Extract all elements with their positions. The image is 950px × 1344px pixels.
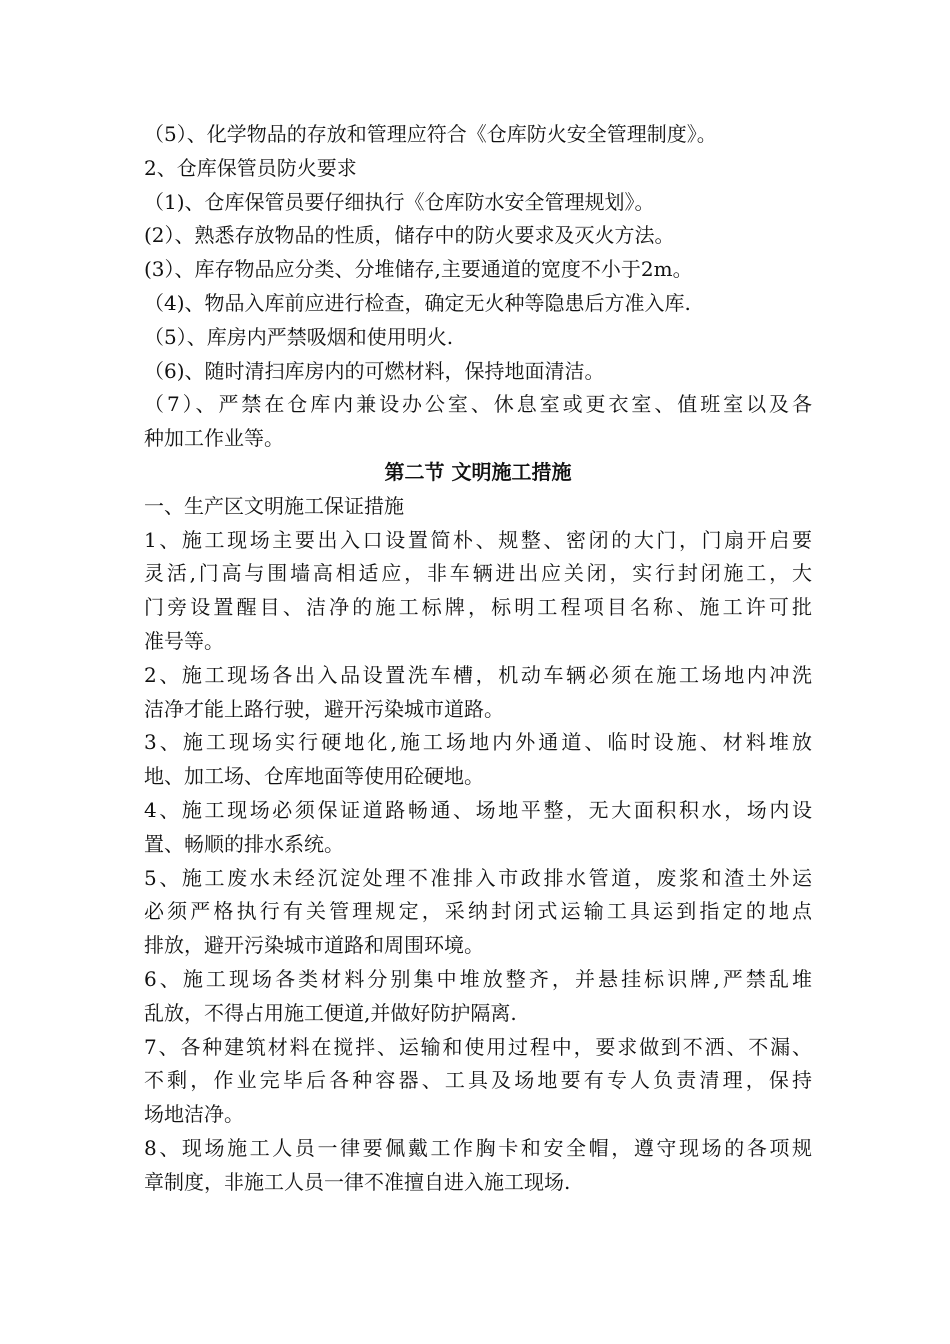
text-line: (3）、库存物品应分类、分堆储存,主要通道的宽度不小于2m。 (144, 257, 693, 282)
text-line: 5、施工废水未经沉淀处理不准排入市政排水管道，废浆和渣土外运 (144, 865, 812, 890)
text-line: 6、施工现场各类材料分别集中堆放整齐，并悬挂标识牌,严禁乱堆 (144, 966, 812, 991)
text-line: （5）、化学物品的存放和管理应符合《仓库防火安全管理制度》。 (144, 122, 717, 146)
text-line: 排放，避开污染城市道路和周围环境。 (144, 933, 484, 958)
text-line: 乱放，不得占用施工便道,并做好防护隔离. (144, 1000, 517, 1025)
text-line: 8、现场施工人员一律要佩戴工作胸卡和安全帽，遵守现场的各项规 (144, 1135, 812, 1160)
text-line: 1、施工现场主要出入口设置简朴、规整、密闭的大门，门扇开启要 (144, 527, 812, 552)
text-line: 置、畅顺的排水系统。 (144, 831, 344, 856)
text-line: （4)、物品入库前应进行检查，确定无火种等隐患后方准入库. (144, 290, 691, 315)
text-line: 必须严格执行有关管理规定，采纳封闭式运输工具运到指定的地点 (144, 899, 812, 924)
text-line: 4、施工现场必须保证道路畅通、场地平整，无大面积积水，场内设 (144, 797, 812, 822)
text-line: 种加工作业等。 (144, 426, 284, 451)
text-line: 地、加工场、仓库地面等使用砼硬地。 (144, 764, 484, 789)
text-line: 不剩，作业完毕后各种容器、工具及场地要有专人负责清理，保持 (144, 1068, 812, 1093)
text-line: (2）、熟悉存放物品的性质，储存中的防火要求及灭火方法。 (144, 223, 675, 248)
text-line: 灵活,门高与围墙高相适应，非车辆进出应关闭，实行封闭施工，大 (144, 561, 812, 586)
text-line: （1)、仓库保管员要仔细执行《仓库防水安全管理规划》。 (144, 189, 655, 214)
text-line: 一、生产区文明施工保证措施 (144, 493, 404, 518)
text-line: （5）、库房内严禁吸烟和使用明火. (144, 324, 454, 349)
document-body (144, 118, 812, 1200)
text-line: 门旁设置醒目、洁净的施工标牌，标明工程项目名称、施工许可批 (144, 595, 812, 620)
text-line: （6)、随时清扫库房内的可燃材料，保持地面清洁。 (144, 358, 605, 383)
text-line: 场地洁净。 (144, 1102, 244, 1127)
text-line: 章制度，非施工人员一律不准擅自进入施工现场. (144, 1169, 571, 1194)
text-line: 7、各种建筑材料在搅拌、运输和使用过程中，要求做到不洒、不漏、 (144, 1034, 812, 1059)
text-line: 3、施工现场实行硬地化,施工场地内外通道、临时设施、材料堆放 (144, 730, 812, 755)
text-line: 2、仓库保管员防火要求 (144, 155, 357, 180)
text-line: 洁净才能上路行驶，避开污染城市道路。 (144, 696, 504, 721)
text-line: 2、施工现场各出入品设置洗车槽，机动车辆必须在施工场地内冲洗 (144, 662, 812, 687)
section-heading: 第二节 文明施工措施 (384, 459, 572, 484)
text-line: 准号等。 (144, 628, 224, 653)
text-line: （7）、严禁在仓库内兼设办公室、休息室或更衣室、值班室以及各 (144, 392, 812, 417)
